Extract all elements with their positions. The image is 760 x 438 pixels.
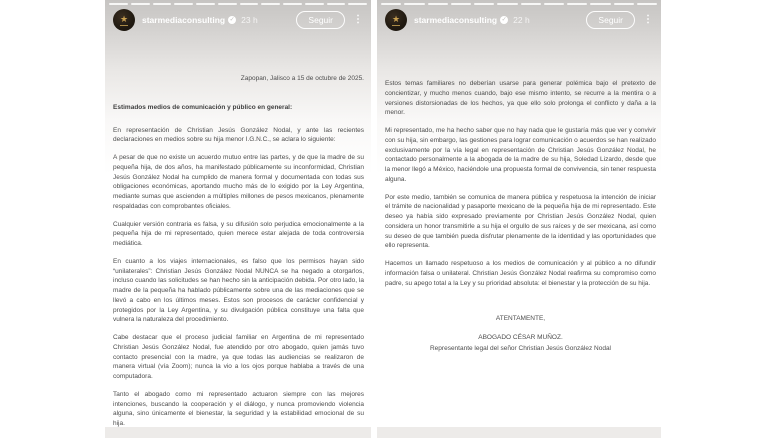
document-paragraphs bbox=[113, 126, 364, 429]
document-paragraph: Mi representado, me ha hecho saber que no hay nada que le gustaría más que ver y convivir con su hija, sin embargo, las gestiones para lograr comunicación o acuerdos se han realizado exclusivamente por la vía legal en representación de Christian Jesús González Nodal, he contactado personalmente a la abogada de la madre de su hija, Soledad Lizardo, desde que la menor llegó a México, haciéndole una propuesta formal de convivencia, sin tener respuesta alguna. bbox=[385, 127, 656, 183]
story-progress-bar bbox=[381, 3, 657, 5]
document-paragraph: En representación de Christian Jesús González Nodal, y ante las recientes declaraciones en medios sobre su hija menor I.G.N.C., se aclara lo siguiente: bbox=[113, 126, 364, 144]
more-options-button[interactable]: ⋮ bbox=[643, 14, 653, 25]
story-progress-segment bbox=[283, 3, 302, 5]
story-progress-segment bbox=[305, 3, 324, 5]
story-progress-segment bbox=[381, 3, 401, 5]
document-paragraph: Tanto el abogado como mi representado actuaron siempre con las mejores intenciones, buscando la cooperación y el diálogo, y nunca promoviendo violencia alguna, sino únicamente el bienestar, la seguridad y la estabilidad emocional de su hija. bbox=[113, 390, 364, 427]
story-progress-bar bbox=[109, 3, 367, 5]
star-logo-icon: ★ bbox=[119, 13, 129, 24]
verified-badge-icon: ✓ bbox=[229, 17, 235, 23]
story-progress-segment bbox=[544, 3, 564, 5]
document-paragraph: Cabe destacar que el proceso judicial familiar en Argentina de mi representado Christian Jesús González Nodal, fue atendido por otro abogado, quien jamás tuvo contacto presencial con la madre, ya que todas las audiencias se realizaron de manera virtual (vía Zoom); nunca la vio a los ojos porque hablaba a través de una computadora. bbox=[113, 334, 364, 380]
story-progress-segment bbox=[428, 3, 448, 5]
signature-block bbox=[385, 314, 656, 353]
bottom-ui-bar bbox=[377, 427, 661, 438]
story-header bbox=[113, 9, 365, 31]
story-progress-segment bbox=[474, 3, 494, 5]
story-progress-segment bbox=[614, 3, 634, 5]
story-progress-segment bbox=[497, 3, 517, 5]
more-options-button[interactable]: ⋮ bbox=[353, 14, 363, 25]
document-closing: ATENTAMENTE, bbox=[495, 315, 546, 323]
logo-bar bbox=[120, 25, 128, 26]
story-progress-segment bbox=[196, 3, 215, 5]
story-progress-segment bbox=[240, 3, 259, 5]
document-paragraph: Por este medio, también se comunica de manera pública y respetuosa la intención de iniciar el trámite de nacionalidad y pasaporte mexicano de la pequeña hija de mi representado. Este deseo ya había sido expresado previamente por Christian Jesús González Nodal, quien considera un honor transmitirle a su hija el orgullo de sus raíces y de ser mexicana, así como su deseo de que también pueda disfrutar plenamente de la identidad y las oportunidades que ello representa. bbox=[385, 193, 656, 250]
follow-button[interactable]: Seguir bbox=[586, 11, 635, 28]
story-progress-segment bbox=[590, 3, 610, 5]
bottom-ui-bar bbox=[105, 427, 371, 438]
document bbox=[105, 74, 371, 437]
story-post-right bbox=[377, 0, 661, 438]
document-paragraph: Hacemos un llamado respetuoso a los medios de comunicación y al público a no difundir información falsa o unilateral. Christian Jesús González Nodal reafirma su compromiso como padre, su apego total a la Ley y su prioridad absoluta: el bienestar y la protección de su hija. bbox=[385, 260, 656, 287]
star-logo-icon: ★ bbox=[391, 13, 401, 24]
story-progress-segment bbox=[327, 3, 346, 5]
logo-bar bbox=[392, 25, 400, 26]
signature-name: ABOGADO CÉSAR MUÑOZ. bbox=[478, 334, 563, 341]
document-dateline: Zapopan, Jalisco a 15 de octubre de 2025. bbox=[240, 75, 364, 82]
story-progress-segment bbox=[218, 3, 237, 5]
story-progress-segment bbox=[109, 3, 128, 5]
story-progress-segment bbox=[404, 3, 424, 5]
story-progress-segment bbox=[521, 3, 541, 5]
follow-button[interactable]: Seguir bbox=[296, 11, 345, 28]
document-paragraph: Estos temas familiares no deberían usarse para generar polémica bajo el pretexto de concientizar, y mucho menos cuando, bajo ese mismo intento, se recurre a la mentira o a versiones distorsionadas de los hechos, ya que ello solo prolonga el conflicto y daña a la menor. bbox=[385, 80, 656, 117]
verified-badge-icon: ✓ bbox=[501, 17, 507, 23]
document-paragraphs bbox=[385, 79, 656, 288]
username[interactable]: starmediaconsulting bbox=[414, 15, 498, 25]
avatar[interactable] bbox=[385, 9, 407, 31]
story-progress-segment bbox=[637, 3, 657, 5]
document-paragraph: A pesar de que no existe un acuerdo mutuo entre las partes, y de que la madre de su pequeña hija, de dos años, ha manifestado públicamente su inconformidad, Christian Jesús González Nodal ha cumplido de manera formal y documentada con todas sus obligaciones económicas, aportando mucho más de lo exigido por la Ley Argentina, mediante sumas que ascienden a múltiples millones de pesos mexicanos, plenamente respaldadas con comprobantes oficiales. bbox=[113, 154, 364, 210]
signature-role: Representante legal del señor Christian Jesús González Nodal bbox=[429, 344, 612, 352]
story-progress-segment bbox=[174, 3, 193, 5]
story-progress-segment bbox=[451, 3, 471, 5]
story-progress-segment bbox=[567, 3, 587, 5]
story-header bbox=[385, 9, 655, 31]
story-progress-segment bbox=[348, 3, 367, 5]
document-paragraph: Cualquier versión contraria es falsa, y su difusión solo perjudica emocionalmente a la pequeña hija de mi representado, quien merece estar alejada de toda controversia mediática. bbox=[113, 220, 364, 247]
story-progress-segment bbox=[153, 3, 172, 5]
document-salutation: Estimados medios de comunicación y público en general: bbox=[113, 103, 293, 111]
story-progress-segment bbox=[261, 3, 280, 5]
story-progress-segment bbox=[131, 3, 150, 5]
avatar[interactable] bbox=[113, 9, 135, 31]
document bbox=[377, 79, 661, 354]
document-paragraph: En cuanto a los viajes internacionales, es falso que los permisos hayan sido “unilaterales”: Christian Jesús González Nodal NUNCA se ha negado a otorgarlos, incluso cuando las solicitudes se han hecho sin la anticipación debida. Por otro lado, la madre de la pequeña ha hablado públicamente sobre una de las mediaciones que se llevó a cabo en los últimos meses. Estos son procesos de carácter confidencial y protegidos por la Ley Argentina, y su divulgación pública constituye una falta que vulnera la naturaleza del procedimiento. bbox=[113, 257, 364, 324]
story-post-left bbox=[105, 0, 371, 438]
post-age: 22 h bbox=[513, 15, 530, 25]
post-age: 23 h bbox=[241, 15, 258, 25]
username[interactable]: starmediaconsulting bbox=[142, 15, 226, 25]
